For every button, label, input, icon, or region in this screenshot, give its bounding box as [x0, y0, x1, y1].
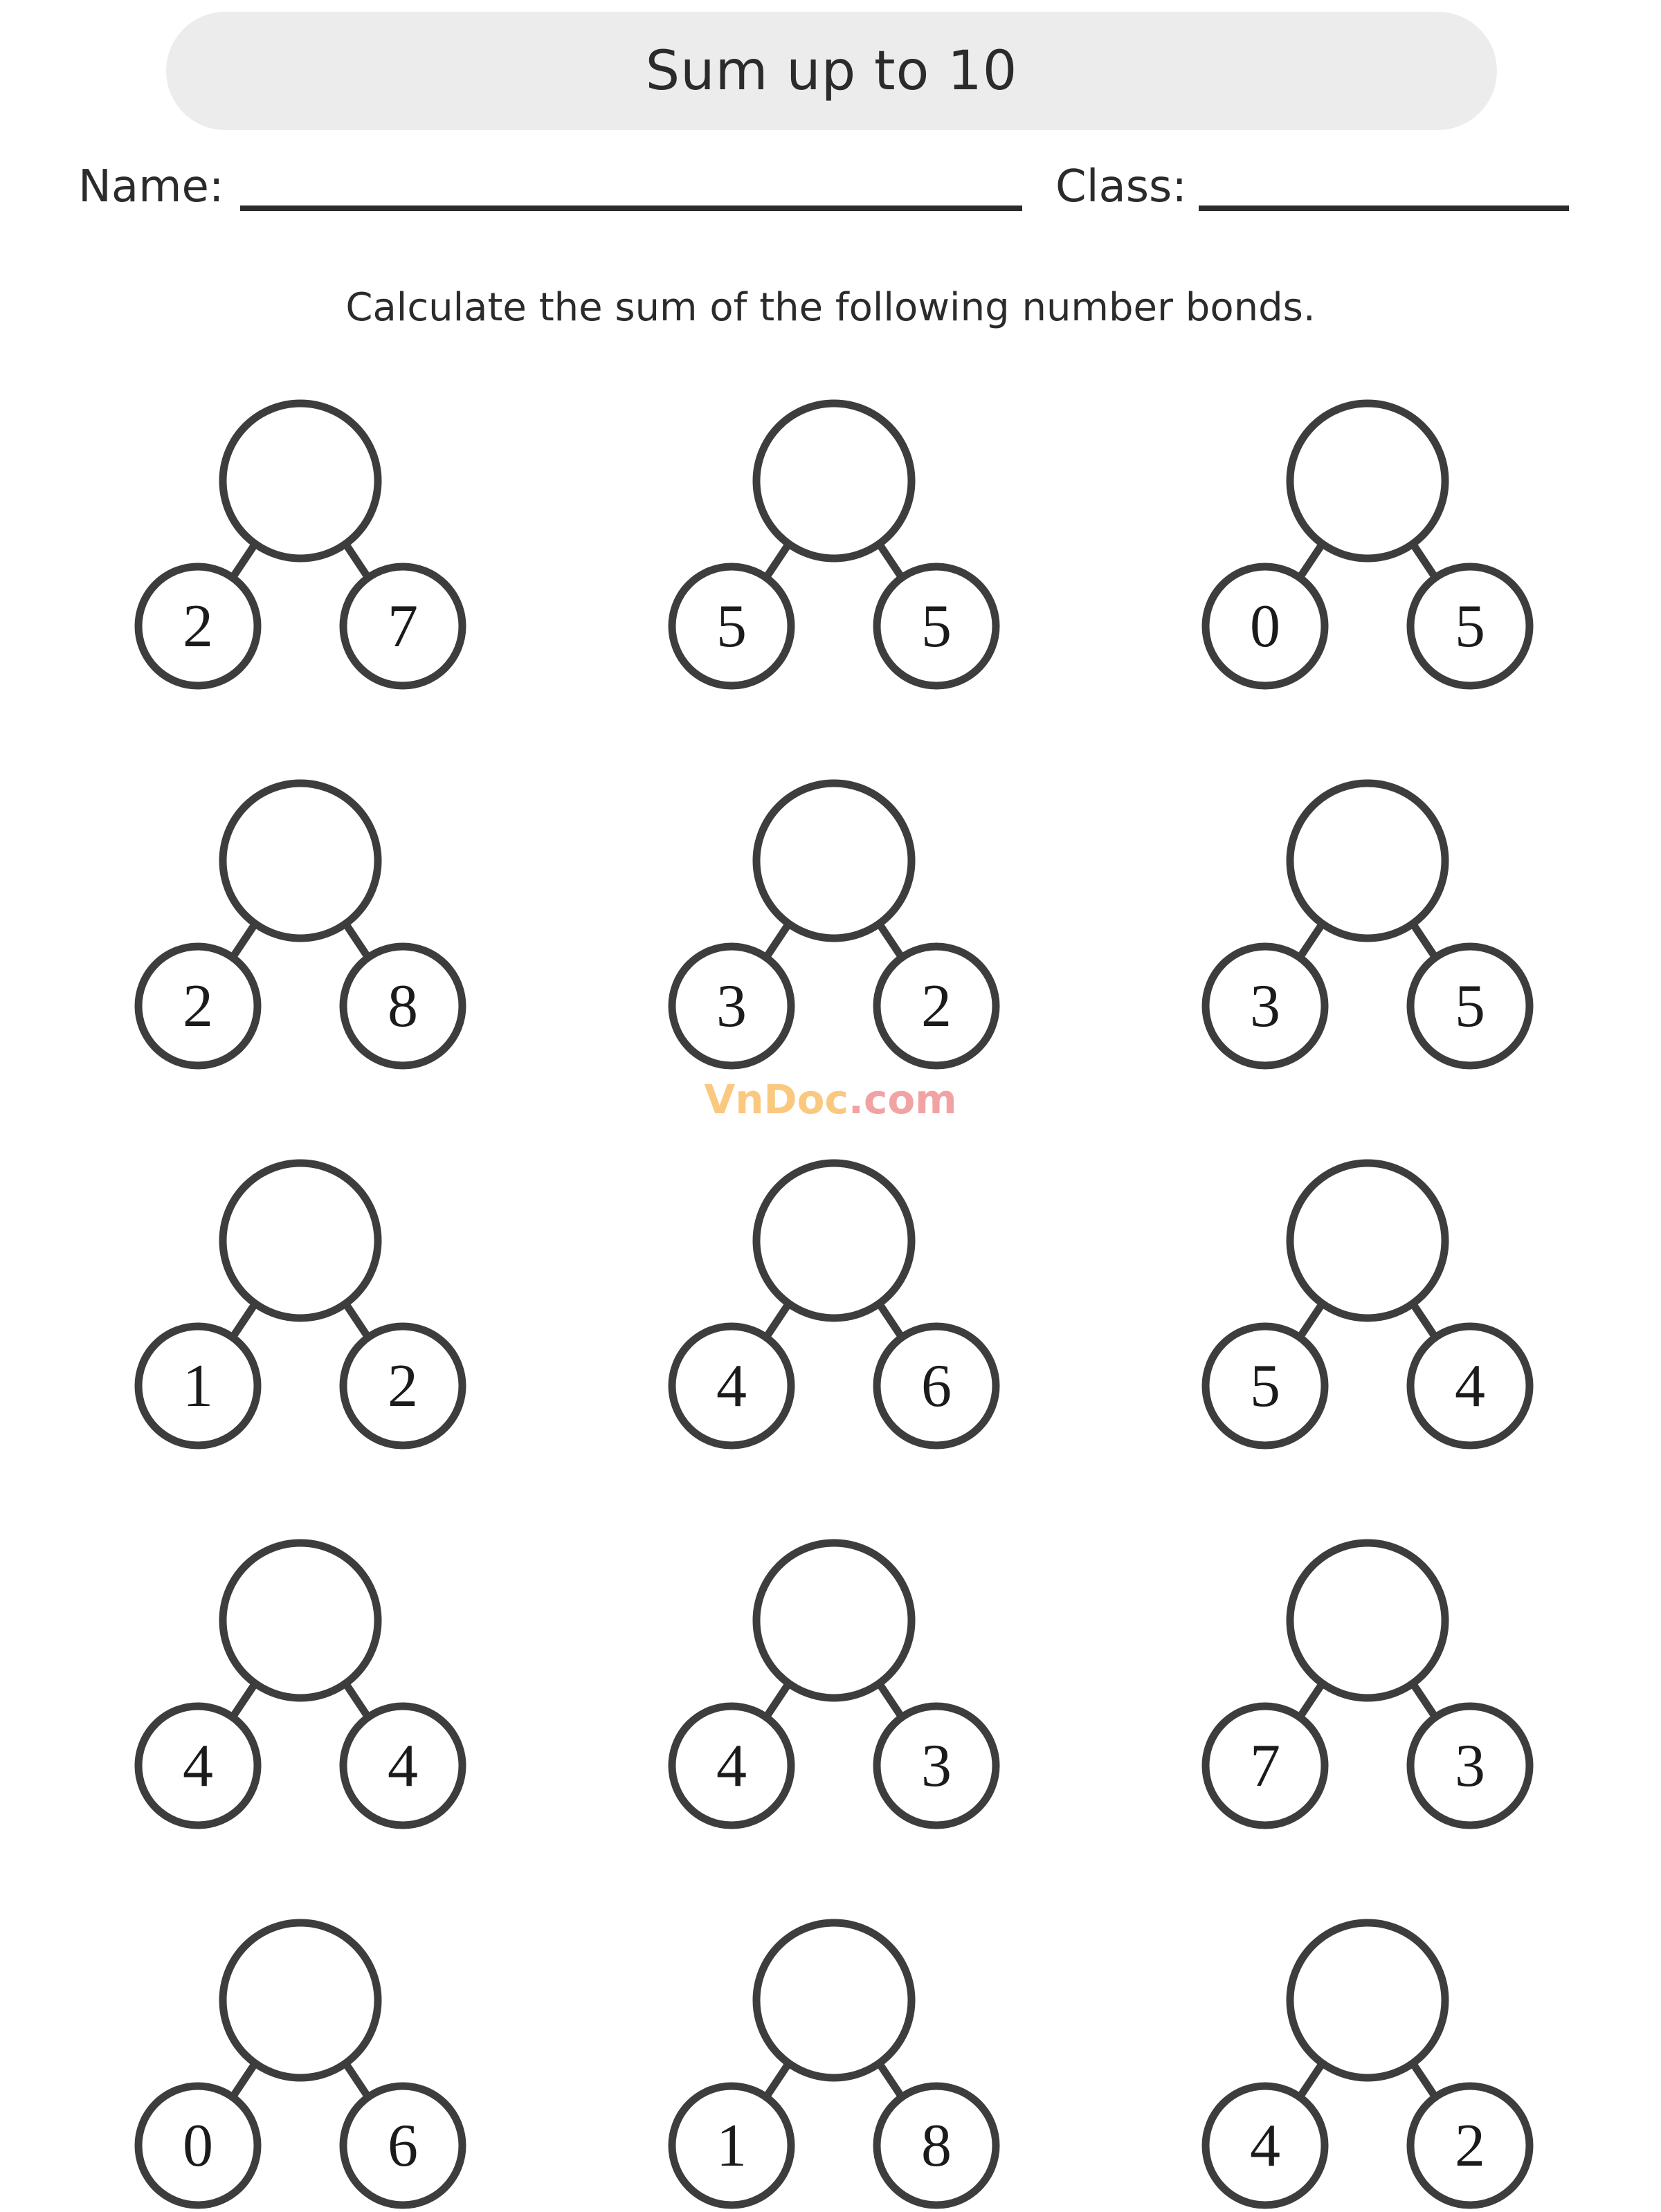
bond-line-right — [346, 1304, 368, 1337]
addend-right: 6 — [921, 1353, 952, 1420]
sum-circle[interactable] — [223, 1923, 378, 2078]
bond-line-right — [880, 1304, 902, 1337]
addend-left: 2 — [183, 593, 213, 660]
bond-line-left — [1300, 1684, 1322, 1717]
bond-line-left — [1300, 2064, 1322, 2097]
sum-circle[interactable] — [223, 403, 378, 558]
addend-left: 5 — [1250, 1353, 1280, 1420]
addend-left: 4 — [1250, 2112, 1280, 2179]
watermark-suffix: .com — [848, 1076, 957, 1123]
bond-line-left — [233, 924, 255, 958]
bond-line-right — [880, 1684, 902, 1717]
number-bond — [668, 779, 1000, 1070]
name-input-line[interactable] — [240, 205, 1022, 211]
sum-circle[interactable] — [1290, 1543, 1445, 1698]
addend-left: 7 — [1250, 1733, 1280, 1800]
sum-circle[interactable] — [223, 1543, 378, 1698]
bond-line-left — [766, 2064, 788, 2097]
bond-line-right — [880, 2064, 902, 2097]
bond-line-right — [346, 1684, 368, 1717]
addend-right: 3 — [921, 1733, 952, 1800]
bond-line-right — [880, 545, 902, 578]
number-bond — [134, 1919, 466, 2209]
bond-line-right — [346, 924, 368, 958]
bond-line-left — [1300, 545, 1322, 578]
addend-left: 4 — [716, 1733, 747, 1800]
addend-right: 7 — [388, 593, 418, 660]
number-bond — [134, 399, 466, 690]
sum-circle[interactable] — [1290, 403, 1445, 558]
number-bond — [1201, 1539, 1534, 1829]
addend-right: 2 — [921, 973, 952, 1040]
sum-circle[interactable] — [756, 783, 911, 938]
bond-line-right — [346, 2064, 368, 2097]
bond-line-right — [1413, 924, 1435, 958]
sum-circle[interactable] — [756, 403, 911, 558]
addend-right: 4 — [388, 1733, 418, 1800]
addend-left: 3 — [716, 973, 747, 1040]
addend-left: 0 — [1250, 593, 1280, 660]
class-label: Class: — [1055, 161, 1187, 212]
addend-right: 4 — [1455, 1353, 1485, 1420]
number-bond — [1201, 779, 1534, 1070]
addend-right: 3 — [1455, 1733, 1485, 1800]
addend-right: 2 — [388, 1353, 418, 1420]
sum-circle[interactable] — [756, 1543, 911, 1698]
addend-left: 2 — [183, 973, 213, 1040]
bond-line-right — [1413, 1684, 1435, 1717]
bond-line-left — [766, 924, 788, 958]
sum-circle[interactable] — [223, 783, 378, 938]
addend-left: 4 — [183, 1733, 213, 1800]
bond-line-left — [766, 1304, 788, 1337]
bond-line-left — [233, 1684, 255, 1717]
bond-line-right — [1413, 1304, 1435, 1337]
title-banner — [166, 12, 1497, 130]
addend-right: 5 — [1455, 973, 1485, 1040]
watermark — [0, 1076, 1661, 1123]
bond-line-left — [766, 545, 788, 578]
class-input-line[interactable] — [1199, 205, 1569, 211]
addend-left: 4 — [716, 1353, 747, 1420]
number-bond — [1201, 1919, 1534, 2209]
bond-line-right — [1413, 2064, 1435, 2097]
sum-circle[interactable] — [1290, 783, 1445, 938]
bonds-grid — [134, 399, 1534, 2209]
sum-circle[interactable] — [223, 1163, 378, 1318]
number-bond — [668, 399, 1000, 690]
addend-left: 1 — [183, 1353, 213, 1420]
number-bond — [134, 779, 466, 1070]
bond-line-left — [766, 1684, 788, 1717]
number-bond — [134, 1159, 466, 1450]
bond-line-left — [1300, 924, 1322, 958]
worksheet-title: Sum up to 10 — [645, 39, 1018, 102]
addend-left: 5 — [716, 593, 747, 660]
bond-line-right — [880, 924, 902, 958]
number-bond — [1201, 1159, 1534, 1450]
number-bond — [134, 1539, 466, 1829]
sum-circle[interactable] — [1290, 1163, 1445, 1318]
watermark-brand: VnDoc — [704, 1076, 848, 1123]
bond-line-left — [233, 545, 255, 578]
sum-circle[interactable] — [756, 1923, 911, 2078]
bond-line-left — [1300, 1304, 1322, 1337]
addend-right: 8 — [921, 2112, 952, 2179]
name-label: Name: — [78, 161, 224, 212]
addend-right: 2 — [1455, 2112, 1485, 2179]
addend-left: 1 — [716, 2112, 747, 2179]
bond-line-left — [233, 1304, 255, 1337]
number-bond — [668, 1919, 1000, 2209]
addend-right: 8 — [388, 973, 418, 1040]
addend-right: 5 — [1455, 593, 1485, 660]
bond-line-right — [1413, 545, 1435, 578]
instruction-text: Calculate the sum of the following number bonds. — [345, 285, 1316, 330]
number-bond — [668, 1539, 1000, 1829]
sum-circle[interactable] — [756, 1163, 911, 1318]
addend-left: 0 — [183, 2112, 213, 2179]
addend-right: 5 — [921, 593, 952, 660]
addend-right: 6 — [388, 2112, 418, 2179]
number-bond — [1201, 399, 1534, 690]
bond-line-right — [346, 545, 368, 578]
number-bond — [668, 1159, 1000, 1450]
addend-left: 3 — [1250, 973, 1280, 1040]
bond-line-left — [233, 2064, 255, 2097]
sum-circle[interactable] — [1290, 1923, 1445, 2078]
